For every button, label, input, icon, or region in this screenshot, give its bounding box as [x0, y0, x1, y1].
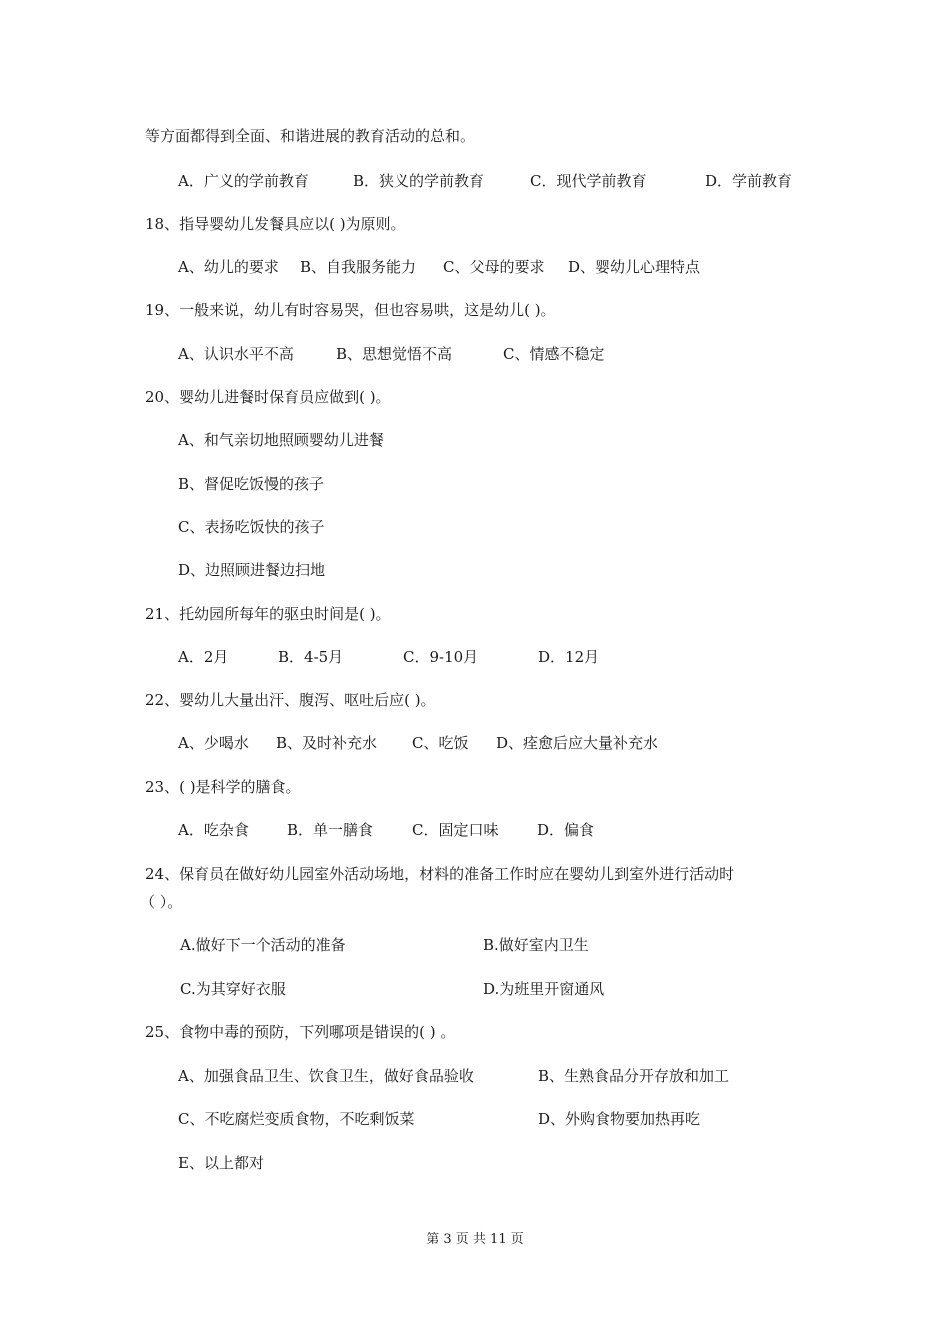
q24-stem-line1: 24、保育员在做好幼儿园室外活动场地，材料的准备工作时应在婴幼儿到室外进行活动时: [145, 865, 735, 883]
q22-option-c: C、吃饭: [412, 734, 469, 752]
q17-option-c: C．现代学前教育: [530, 172, 647, 190]
q24-option-c: C.为其穿好衣服: [180, 980, 286, 998]
q18-option-c: C、父母的要求: [443, 258, 545, 276]
q21-option-c: C．9-10月: [403, 648, 479, 666]
q23-stem: 23、( )是科学的膳食。: [145, 778, 301, 796]
q25-option-a: A、加强食品卫生、饮食卫生，做好食品验收: [178, 1067, 474, 1085]
q24-option-d: D.为班里开窗通风: [483, 980, 605, 998]
q23-option-b: B．单一膳食: [287, 821, 374, 839]
q25-option-b: B、生熟食品分开存放和加工: [538, 1067, 730, 1085]
q22-option-b: B、及时补充水: [276, 734, 378, 752]
intro-line: 等方面都得到全面、和谐进展的教育活动的总和。: [145, 127, 476, 145]
q17-option-b: B．狭义的学前教育: [353, 172, 485, 190]
q22-option-d: D、痊愈后应大量补充水: [496, 734, 659, 752]
q21-option-b: B．4-5月: [278, 648, 344, 666]
q22-option-a: A、少喝水: [178, 734, 249, 752]
q20-stem: 20、婴幼儿进餐时保育员应做到( )。: [145, 388, 391, 406]
page-footer: 第 3 页 共 11 页: [426, 1232, 524, 1247]
q25-option-d: D、外购食物要加热再吃: [538, 1110, 701, 1128]
q23-option-c: C．固定口味: [412, 821, 499, 839]
q25-option-c: C、不吃腐烂变质食物，不吃剩饭菜: [178, 1110, 415, 1128]
q19-option-a: A、认识水平不高: [178, 345, 294, 363]
q20-option-a: A、和气亲切地照顾婴幼儿进餐: [178, 431, 384, 449]
q18-option-b: B、自我服务能力: [300, 258, 417, 276]
q19-stem: 19、一般来说，幼儿有时容易哭，但也容易哄，这是幼儿( )。: [145, 301, 556, 319]
q18-option-a: A、幼儿的要求: [178, 258, 279, 276]
q20-option-b: B、督促吃饭慢的孩子: [178, 475, 325, 493]
q20-option-c: C、表扬吃饭快的孩子: [178, 518, 325, 536]
q24-option-b: B.做好室内卫生: [483, 936, 589, 954]
q21-option-a: A．2月: [178, 648, 229, 666]
q19-option-c: C、情感不稳定: [503, 345, 605, 363]
q23-option-a: A．吃杂食: [178, 821, 249, 839]
q22-stem: 22、婴幼儿大量出汗、腹泻、呕吐后应( )。: [145, 691, 436, 709]
q21-stem: 21、托幼园所每年的驱虫时间是( )。: [145, 605, 391, 623]
q20-option-d: D、边照顾进餐边扫地: [178, 561, 326, 579]
q19-option-b: B、思想觉悟不高: [336, 345, 453, 363]
q17-option-a: A．广义的学前教育: [178, 172, 309, 190]
q24-stem-line2: （ ）。: [140, 893, 183, 911]
q25-option-e: E、以上都对: [178, 1154, 264, 1172]
q23-option-d: D．偏食: [537, 821, 595, 839]
q18-stem: 18、指导婴幼儿发餐具应以( )为原则。: [145, 215, 406, 233]
q24-option-a: A.做好下一个活动的准备: [180, 936, 346, 954]
q18-option-d: D、婴幼儿心理特点: [568, 258, 701, 276]
q17-option-d: D．学前教育: [705, 172, 793, 190]
q21-option-d: D．12月: [538, 648, 600, 666]
q25-stem: 25、食物中毒的预防，下列哪项是错误的( ) 。: [145, 1023, 456, 1041]
